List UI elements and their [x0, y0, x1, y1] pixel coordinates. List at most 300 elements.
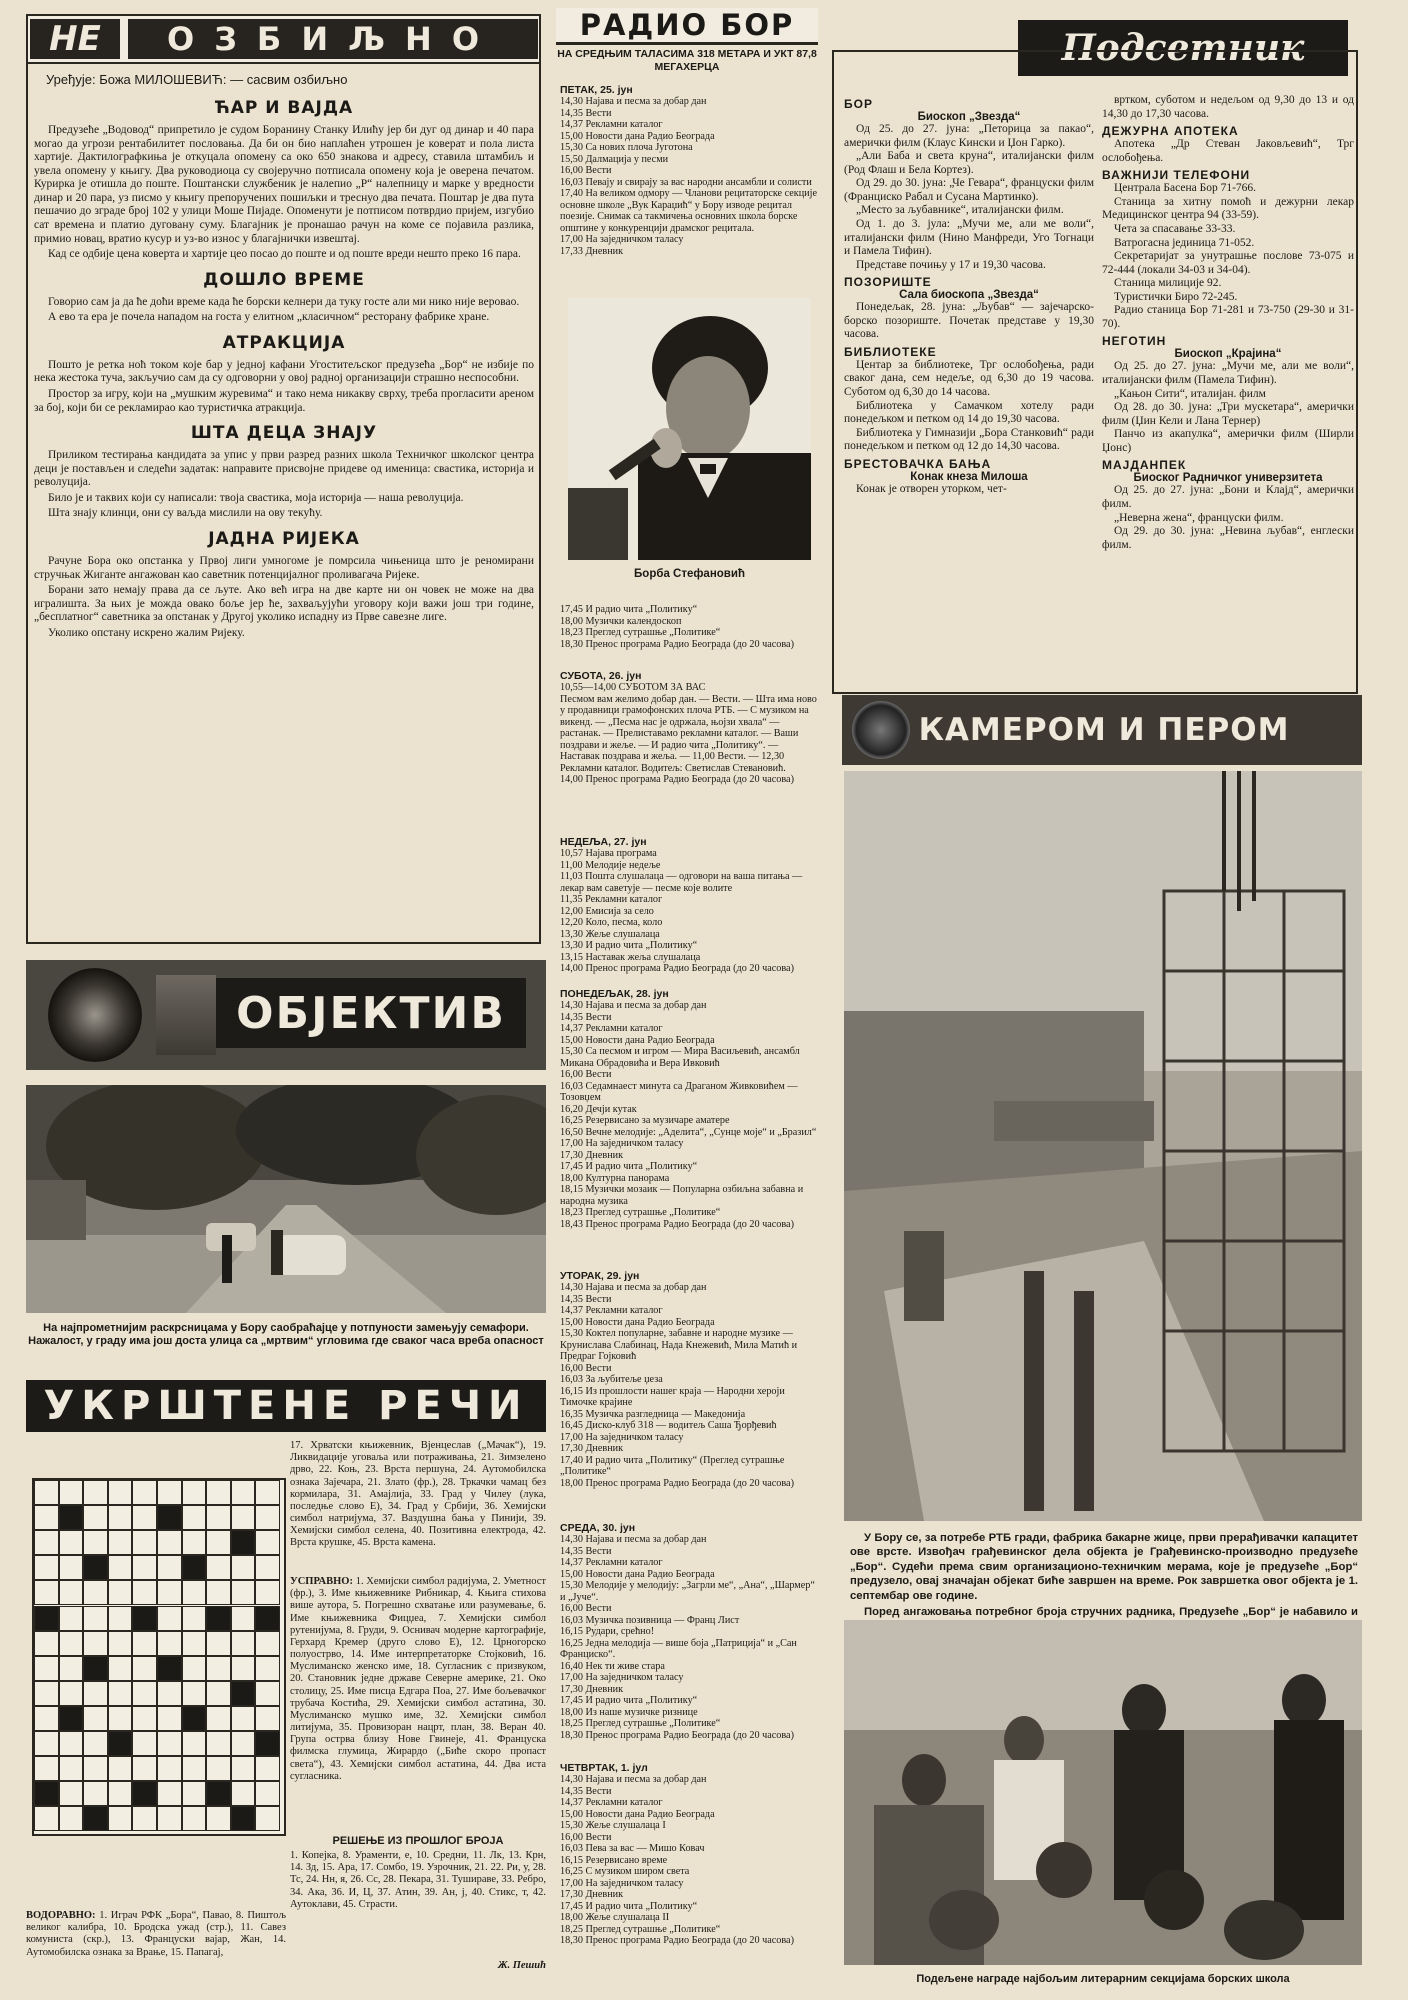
crossword-cell[interactable] [132, 1756, 157, 1781]
crossword-cell[interactable] [157, 1706, 182, 1731]
crossword-cell[interactable] [59, 1580, 84, 1605]
radio-program-line: 14,37 Рекламни каталог [560, 1305, 663, 1317]
crossword-cell[interactable] [83, 1781, 108, 1806]
crossword-cell[interactable] [255, 1706, 280, 1731]
radio-program-line: 14,37 Рекламни каталог [560, 119, 663, 131]
crossword-vertical-label: УСПРАВНО: [290, 1576, 353, 1587]
radio-day-heading: СРЕДА, 30. јун [560, 1522, 636, 1534]
radio-program-line: 14,35 Вести [560, 1011, 612, 1023]
radio-program-line: 11,35 Рекламни каталог [560, 894, 663, 906]
radio-program-line: 16,03 Седамнаест минута са Драганом Живковићем — Тозовџем [560, 1080, 798, 1104]
s1-p1: Предузеће „Водовод“ припретило је судом Боранину Станку Илићу јер би дуг од динар и 40 пара могао да угрози рентабилитет пословања. Да би он био наплаћен утрошен је коверат и пола листа хартије. Дактилографкиња је откуцала опомену са око 650 знакова и адресу, ставила штамбиљ и увела опомену у књигу. Два руководиоца су својеручно потписала опомену која је оверена печатом. Курирка је отишла до поште. Поштански службеник је налепио „Р“ налепницу и марке у вредности динар и 20 пара, уз писмо у књигу препоручених пошиљки и треснуо два печата. Поштар је два пута пешачио до зграде број 102 у улици Моше Пијаде. Опоменути је потписом потврдио пријем, изгубио сат времена и платио дуговану суму. Благајник је пронашао рачун на коме се појавила разлика, примио новац, вратио кусур и уз-во износ у благајнички извештај. [34, 124, 534, 245]
neozbiljno-bottom-border [26, 942, 541, 944]
kamerom-p2: Поред ангажовања потребног броја стручних радника, Предузеће „Бор“ је набавило и [864, 1606, 1358, 1619]
crossword-cell[interactable] [231, 1505, 256, 1530]
crossword-cell[interactable] [108, 1606, 133, 1631]
crossword-cell[interactable] [59, 1806, 84, 1831]
crossword-section [26, 1380, 546, 1980]
crossword-cell[interactable] [157, 1781, 182, 1806]
crossword-cell[interactable] [206, 1806, 231, 1831]
crossword-cell [231, 1530, 256, 1555]
radio-program-line: 18,00 Жеље слушалаца II [560, 1912, 670, 1924]
podsetnik-entry: Од 25. до 27. јуна: „Петорица за пакао“, амерички филм (Клаус Кински и Џон Гарко). [844, 123, 1094, 149]
crossword-cell[interactable] [108, 1706, 133, 1731]
crossword-cell [83, 1555, 108, 1580]
crossword-cell[interactable] [59, 1530, 84, 1555]
crossword-cell[interactable] [206, 1505, 231, 1530]
crossword-cell[interactable] [157, 1606, 182, 1631]
radio-program-line: 17,30 Дневник [560, 1149, 624, 1161]
camera-lens-icon [48, 968, 142, 1062]
podsetnik-entry: Од 29. до 30. јуна: „Че Гевара“, француски филм (Франциско Рабал и Сусана Мартинко). [844, 177, 1094, 203]
radio-program-line: 16,15 Рудари, срећно! [560, 1626, 655, 1638]
radio-program-line: 16,00 Вести [560, 1069, 612, 1081]
crossword-cell[interactable] [255, 1681, 280, 1706]
neozbiljno-right-border [539, 64, 541, 944]
neozbiljno-section [26, 14, 541, 944]
radio-program-line: 16,25 Резервисано за музичаре аматере [560, 1115, 730, 1127]
crossword-cell[interactable] [34, 1631, 59, 1656]
crossword-cell[interactable] [157, 1756, 182, 1781]
podsetnik-entry: Од 28. до 30. јуна: „Три мускетара“, амерички филм (Џин Кели и Лана Тернер) [1102, 401, 1354, 427]
crossword-cell[interactable] [108, 1806, 133, 1831]
radio-program-line: 17,00 На заједничком таласу [560, 1431, 684, 1443]
radio-program-line: 16,00 Вести [560, 1603, 612, 1615]
crossword-cell[interactable] [34, 1480, 59, 1505]
crossword-cell[interactable] [206, 1530, 231, 1555]
crossword-cell[interactable] [157, 1480, 182, 1505]
radio-program-line: 18,25 Преглед сутрашње „Политике“ [560, 1718, 721, 1730]
crossword-cell[interactable] [231, 1781, 256, 1806]
podsetnik-venue: Биоскоп „Звезда“ [917, 111, 1021, 123]
radio-program-line: 17,00 На заједничком таласу [560, 1138, 684, 1150]
radio-title: РАДИО БОР [556, 8, 818, 45]
crossword-cell[interactable] [83, 1756, 108, 1781]
crossword-cell[interactable] [255, 1656, 280, 1681]
crossword-cell[interactable] [182, 1681, 207, 1706]
podsetnik-entry: Од 25. до 27. јуна: „Мучи ме, али ме воли“, италијански филм (Памела Тифин). [1102, 360, 1354, 386]
crossword-cell[interactable] [132, 1480, 157, 1505]
podsetnik-entry: Конак је отворен уторком, чет- [856, 482, 1007, 495]
crossword-cell [231, 1681, 256, 1706]
crossword-cell[interactable] [157, 1555, 182, 1580]
radio-program-line: 13,15 Наставак жеља слушалаца [560, 951, 701, 963]
crossword-cell[interactable] [182, 1580, 207, 1605]
radio-program-line: 17,30 Дневник [560, 1683, 624, 1695]
radio-program-line: 17,33 Дневник [560, 245, 624, 257]
crossword-vertical-block [290, 1576, 546, 1783]
radio-program-line: 10,55—14,00 СУБОТОМ ЗА ВАС [560, 682, 706, 693]
radio-program-line: 15,00 Новости дана Радио Београда [560, 1808, 715, 1820]
crossword-cell [255, 1731, 280, 1756]
radio-program-line: 17,45 И радио чита „Политику“ [560, 604, 698, 615]
crossword-cell [132, 1781, 157, 1806]
crossword-cell[interactable] [108, 1505, 133, 1530]
crossword-cell[interactable] [132, 1731, 157, 1756]
neozbiljno-body [34, 94, 534, 942]
radio-program-line: 16,03 Певају и свирају за вас народни ансамбли и солисти [560, 176, 812, 188]
radio-sunday [560, 832, 818, 982]
radio-program-line: 12,00 Емисија за село [560, 905, 654, 917]
crossword-cell[interactable] [83, 1606, 108, 1631]
radio-day-heading: ПЕТАК, 25. јун [560, 84, 633, 96]
crossword-cell[interactable] [34, 1806, 59, 1831]
radio-program-line: 18,30 Пренос програма Радио Београда (до 20 часова) [560, 1729, 794, 1741]
crossword-cell[interactable] [231, 1731, 256, 1756]
podsetnik-section-heading: ПОЗОРИШТЕ [844, 275, 932, 290]
crossword-cell[interactable] [34, 1580, 59, 1605]
radio-program-line: 18,00 Музички календоскоп [560, 615, 682, 627]
kamerom-p1: У Бору се, за потребе РТБ гради, фабрика бакарне жице, први прерађивачки капацитет ове врсте. Извођач грађевинског дела објекта је Грађевинско-производно предузеће „Бор“. Судећи према свим организационо-техничким мерама, које је предузеће „Бор“ предузело, овај значајан објекат биће завршен на време. Рок завршетка овог објекта је 1. септембар ове године. [850, 1532, 1358, 1602]
radio-day-heading: УТОРАК, 29. јун [560, 1270, 640, 1282]
crossword-cell [157, 1656, 182, 1681]
crossword-cell[interactable] [255, 1756, 280, 1781]
radio-program-line: 14,35 Вести [560, 1293, 612, 1305]
crossword-cell[interactable] [206, 1706, 231, 1731]
radio-program-line: 18,25 Преглед сутрашње „Политике“ [560, 1923, 721, 1935]
radio-program-line: 17,40 На великом одмору — Чланови рецитаторске секције основне школе „Вук Караџић“ у Бору изводе рецитал поезије. Снимак са такмичења основних школа борске општине у конкуренцији драмског рецитала. [560, 188, 817, 234]
crossword-cell[interactable] [182, 1505, 207, 1530]
crossword-cell [59, 1505, 84, 1530]
podsetnik-entry: Централа Басена Бор 71-766. [1114, 182, 1257, 195]
crossword-cell [132, 1606, 157, 1631]
crossword-cell[interactable] [59, 1756, 84, 1781]
crossword-cell[interactable] [34, 1555, 59, 1580]
neozbiljno-title-left: НЕ [30, 19, 120, 59]
radio-program-line: 14,30 Најава и песма за добар дан [560, 1282, 707, 1293]
radio-program-line: 13,30 Жеље слушалаца [560, 928, 660, 940]
objektiv-section [26, 960, 546, 1370]
radio-program-line: 14,35 Вести [560, 1785, 612, 1797]
radio-singer-photo [568, 298, 811, 560]
radio-program-line: 16,50 Вечне мелодије: „Аделита“, „Сунце моје“ и „Бразил“ [560, 1126, 817, 1138]
s3-p2: Простор за игру, који на „мушким журевима“ и тако нема никакву сврху, треба прогласити ареном за бој, који би се рекламирао као туристичка атракција. [34, 388, 534, 414]
crossword-cell[interactable] [157, 1530, 182, 1555]
crossword-cell[interactable] [34, 1505, 59, 1530]
crossword-cell[interactable] [206, 1580, 231, 1605]
radio-program-line: 14,00 Пренос програма Радио Београда (до 20 часова) [560, 963, 794, 975]
radio-program-line: 16,25 С музиком широм света [560, 1866, 690, 1878]
radio-program-line: 15,00 Новости дана Радио Београда [560, 130, 715, 142]
radio-program-line: 16,00 Вести [560, 1831, 612, 1843]
crossword-solution: 1. Копејка, 8. Ураменти, е, 10. Средни, 11. Лк, 13. Крн, 14. Зд, 15. Ара, 17. Сомбо, 19. Узрочник, 21. 22. Ри, у, 28. Тс, 24. Нн, я, 26. Сс, 28. Пекара, 31. Тушираве, 33. Ребро, 34. Ака, 36. И, Ц, 37. Атин, 39. Ан, ј, 40. Стикс, т, 42. Аутоклави, 45. Страсти. [290, 1850, 546, 1910]
radio-program-line: 12,20 Коло, песма, коло [560, 917, 663, 929]
crossword-vertical-tail: 17. Хрватски књижевник, Вјенцеслав („Мачак“), 19. Ликвидације уговаља или потраживања, 21. Зимзелено дрво, 22. Коњ, 23. Врста першуна, 24. Аутомобилска ознака Зајечара, 21. Злато (фр.), 28. Тркачки чамац без кормилара, 31. Амајлија, 33. Град у Чилеу (лука, последње слово Е), 34. Град у Србији, 36. Хемијски симбол натријума, 37. Ваздушна бања у Пинији, 39. Хемијски симбол селена, 40. Позитивна електрода, 42. Врста крушке, 45. Врста камена. [290, 1440, 546, 1549]
s5-p1: Рачуне Бора око опстанка у Првој лиги умногоме је помрсила чињеница што је реномирани стручњак Жиганте ангажован као саветник потенцијалног проливагача Ријеке. [34, 555, 534, 581]
crossword-cell[interactable] [255, 1555, 280, 1580]
podsetnik-section [828, 14, 1362, 684]
radio-program-line: 16,03 За љубитеље џеза [560, 1374, 663, 1386]
radio-section [556, 8, 826, 1993]
crossword-vertical-clues: 1. Хемијски симбол радијума, 2. Уметност (фр.), 3. Име књижевнике Рибникар, 4. Књига стихова више аутора, 5. Погрешно схватање или разумевање, 6. Име књижевника Фицџеа, 7. Хемијски симбол рутенијума, 8. Груди, 9. Оснивач модерне картографије, Герхард Кремер (друго слово Е), 12. Црногорско полуострво, 14. Име интерпретаторке Стојковић, 16. Муслиманско женско име, 18. Сугласник с призвуком, 20. Становник једне државе Северне америке, 21. Око столицу, 25. Име писца Едгара Поа, 27. Име бољевачког трубача Костића, 29. Хемијски симбол астатина, 30. Муслиманско мушко име, 32. Хемијски симбол литијума, 35. Провизоран нацрт, план, 38. Веран 40. Група острва близу Нове Гвинеје, 41. Француска филмска глумица, Жирардо („Биће скоро пропаст света“), 43. Хемијски симбол астатина, 44. Два иста сугласника. [290, 1576, 547, 1782]
radio-program-line: 14,37 Рекламни каталог [560, 1797, 663, 1809]
crossword-cell[interactable] [108, 1681, 133, 1706]
crossword-cell[interactable] [34, 1706, 59, 1731]
s4-heading: ШТА ДЕЦА ЗНАЈУ [190, 423, 378, 444]
crossword-cell[interactable] [231, 1631, 256, 1656]
crossword-cell[interactable] [206, 1555, 231, 1580]
crossword-cell[interactable] [132, 1505, 157, 1530]
crossword-cell [83, 1806, 108, 1831]
crossword-cell[interactable] [206, 1756, 231, 1781]
crossword-cell[interactable] [157, 1681, 182, 1706]
radio-program-line: 16,15 Резервисано време [560, 1854, 668, 1866]
crossword-cell[interactable] [83, 1631, 108, 1656]
radio-program-line: 15,00 Новости дана Радио Београда [560, 1034, 715, 1046]
crossword-cell [182, 1555, 207, 1580]
crossword-cell[interactable] [231, 1706, 256, 1731]
crossword-cell[interactable] [157, 1806, 182, 1831]
crossword-cell[interactable] [59, 1631, 84, 1656]
crossword-cell[interactable] [157, 1580, 182, 1605]
radio-program-line: 17,30 Дневник [560, 1889, 624, 1901]
crossword-cell[interactable] [231, 1555, 256, 1580]
crossword-cell[interactable] [132, 1580, 157, 1605]
radio-program-line: 16,45 Диско-клуб 318 — водитељ Саша Ђорђевић [560, 1420, 777, 1432]
street-scene-image [26, 1085, 546, 1313]
objektiv-title: ОБЈЕКТИВ [216, 978, 526, 1048]
crossword-cell[interactable] [83, 1505, 108, 1530]
construction-photo [844, 771, 1362, 1521]
crossword-cell [206, 1781, 231, 1806]
kamerom-banner [842, 695, 1362, 765]
radio-program-line: 17,30 Дневник [560, 1443, 624, 1455]
podsetnik-section-heading: БОР [844, 97, 873, 111]
crossword-cell[interactable] [231, 1656, 256, 1681]
crossword-cell[interactable] [182, 1480, 207, 1505]
radio-friday [560, 80, 818, 305]
crossword-cell [231, 1806, 256, 1831]
crossword-cell[interactable] [108, 1781, 133, 1806]
podsetnik-entry: Туристички Биро 72-245. [1114, 290, 1238, 303]
crossword-cell[interactable] [34, 1756, 59, 1781]
crossword-cell[interactable] [182, 1806, 207, 1831]
radio-program-line: 14,37 Рекламни каталог [560, 1023, 663, 1035]
podsetnik-entry: Библиотека у Самачком хотелу ради понедељком и петком од 14 до 19,30 часова. [844, 399, 1094, 426]
kamerom-lens-icon [852, 701, 910, 759]
radio-program-line: 18,15 Музички мозаик — Популарна озбиљна забавна и народна музика [560, 1184, 804, 1207]
crossword-cell[interactable] [59, 1781, 84, 1806]
crossword-cell[interactable] [108, 1530, 133, 1555]
crossword-cell [255, 1606, 280, 1631]
crossword-cell[interactable] [255, 1631, 280, 1656]
crossword-author: Ж. Пешић [497, 1960, 546, 1971]
podsetnik-entry: Од 25. до 27. јуна: „Бони и Клајд“, амерички филм. [1102, 484, 1354, 510]
radio-monday [560, 984, 818, 1264]
radio-program-line: 15,30 Са песмом и игром — Мира Васиљевић, ансамбл Микана Обрадовића и Вера Ивковић [560, 1046, 800, 1069]
podsetnik-entry: Станица за хитну помоћ и дежурни лекар Медицинског центра 94 (33-59). [1102, 195, 1354, 222]
radio-subtitle: НА СРЕДЊИМ ТАЛАСИМА 318 МЕТАРА И УКТ 87,8 МЕГАХЕРЦА [557, 48, 817, 73]
radio-program-line: 10,57 Најава програма [560, 848, 657, 859]
radio-program-line: 16,20 Дечји кутак [560, 1103, 637, 1115]
crossword-cell[interactable] [108, 1631, 133, 1656]
crossword-cell [34, 1781, 59, 1806]
neozbiljno-left-border [26, 64, 28, 944]
podsetnik-entry: Представе почињу у 17 и 19,30 часова. [856, 258, 1046, 271]
camera-body-icon [156, 975, 216, 1055]
crossword-cell[interactable] [132, 1530, 157, 1555]
s2-p1: Говорио сам ја да ће доћи време када ће борски келнери да туку госте али ми нико није веровао. [48, 295, 520, 308]
s5-p2: Борани зато немају права да се љуте. Ако већ игра на две карте ни он човек не може на два игралишта. За њих је можда овако боље јер ће, захваљујући уговору који важи још три године, „бесплатног“ саветника за опстанак у Другој уколико испадну из Прве савезне лиге. [34, 584, 534, 624]
crossword-cell[interactable] [206, 1731, 231, 1756]
crossword-cell[interactable] [255, 1806, 280, 1831]
radio-program-line: 17,45 И радио чита „Политику“ [560, 1161, 698, 1173]
crossword-cell[interactable] [255, 1480, 280, 1505]
crossword-cell[interactable] [132, 1706, 157, 1731]
neozbiljno-title-bar [26, 14, 541, 64]
s5-p3: Уколико опстану искрено жалим Ријеку. [48, 626, 245, 639]
crossword-cell[interactable] [59, 1731, 84, 1756]
crossword-cell[interactable] [59, 1555, 84, 1580]
crossword-cell[interactable] [182, 1631, 207, 1656]
crossword-cell[interactable] [83, 1706, 108, 1731]
radio-program-line: 14,35 Вести [560, 107, 612, 119]
awards-ceremony-image [844, 1620, 1362, 1965]
crossword-cell[interactable] [157, 1731, 182, 1756]
crossword-horizontal-clues: 1. Играч РФК „Бора“, Павао, 8. Пиштољ великог калибра, 10. Бродска ужад (стр.), 11. Савез комуниста (скр.), 13. Француски вајар, Жан, 14. Аутомобилска ознака за Врање, 15. Папагај, [26, 1910, 287, 1958]
radio-wednesday [560, 1518, 818, 1756]
crossword-cell[interactable] [206, 1631, 231, 1656]
crossword-cell[interactable] [231, 1756, 256, 1781]
crossword-cell[interactable] [255, 1781, 280, 1806]
radio-program-line: 16,03 Музичка позивница — Франц Лист [560, 1614, 740, 1626]
crossword-cell[interactable] [59, 1681, 84, 1706]
podsetnik-entry: „Неверна жена“, француски филм. [1114, 511, 1284, 524]
radio-program-line: 11,03 Пошта слушалаца — одговори на ваша питања — лекар вам саветује — песме које волите [560, 871, 803, 894]
radio-program-line: 14,35 Вести [560, 1545, 612, 1557]
s2-p2: А ево та ера је почела нападом на госта у елитном „класичном“ ресторану фабрике хране. [48, 311, 490, 324]
crossword-cell[interactable] [34, 1656, 59, 1681]
radio-program-line: 11,00 Мелодије недеље [560, 859, 661, 871]
s1-p2: Кад се одбије цена коверта и хартије цео посао до поште и од поште вреди нешто преко 16 пара. [48, 248, 521, 261]
radio-program-line: Песмом вам желимо добар дан. — Вести. — Шта има ново у продавници грамофонских плоча РТБ. — С музиком на викенд. — „Песма нас је одржала, њојзи хвала“ — растанак. — Прелиставамо рекламни каталог. — Ваши поздрави и жеље. — И радио чита „Политику“. — Наставак поздрава и жеља. — 11,00 Вести. — 12,30 Рекламни каталог. Водитељ: Светислав Стевановић. [560, 693, 817, 774]
podsetnik-entry: Понедељак, 28. јуна: „Љубав“ — зајечарско-борско позориште. Почетак представе у 19,30 часова. [844, 301, 1094, 341]
radio-program-line: 17,40 И радио чита „Политику“ (Преглед сутрашње „Политике“ [560, 1454, 785, 1478]
radio-program-line: 14,30 Најава и песма за добар дан [560, 1774, 707, 1785]
crossword-cell[interactable] [83, 1731, 108, 1756]
crossword-cell[interactable] [132, 1555, 157, 1580]
radio-day-heading: НЕДЕЉА, 27. јун [560, 836, 647, 848]
podsetnik-section-heading: МАЈДАНПЕК [1102, 458, 1187, 473]
podsetnik-entry: Апотека „Др Стеван Јаковљевић“, Трг ослобођења. [1102, 138, 1354, 164]
crossword-cell[interactable] [132, 1656, 157, 1681]
radio-day-heading: СУБОТА, 26. јун [560, 670, 642, 682]
crossword-cell [206, 1606, 231, 1631]
crossword-cell[interactable] [108, 1580, 133, 1605]
crossword-cell[interactable] [206, 1480, 231, 1505]
radio-program-line: 17,00 На заједничком таласу [560, 1877, 684, 1889]
crossword-cell[interactable] [182, 1731, 207, 1756]
podsetnik-entry: „Кањон Сити“, италијан. филм [1114, 387, 1266, 400]
radio-program-line: 15,30 Жеље слушалаца I [560, 1820, 666, 1832]
crossword-cell[interactable] [255, 1505, 280, 1530]
crossword-cell[interactable] [108, 1656, 133, 1681]
crossword-cell[interactable] [255, 1530, 280, 1555]
neozbiljno-editor: Уређује: Божа МИЛОШЕВИЋ: — сасвим озбиљно [46, 72, 348, 87]
radio-program-line: 18,23 Преглед сутрашње „Политике“ [560, 627, 721, 639]
s5-heading: ЈАДНА РИЈЕКА [208, 529, 360, 549]
crossword-horizontal-label: ВОДОРАВНО: [26, 1910, 96, 1921]
radio-tuesday [560, 1266, 818, 1516]
radio-program-line: 17,45 И радио чита „Политику“ [560, 1695, 698, 1707]
radio-saturday [560, 666, 818, 830]
radio-program-line: 18,00 Културна панорама [560, 1172, 670, 1184]
crossword-cell [34, 1606, 59, 1631]
crossword-cell[interactable] [108, 1756, 133, 1781]
kamerom-title: КАМЕРОМ И ПЕРОМ [918, 712, 1290, 748]
crossword-cell[interactable] [34, 1530, 59, 1555]
crossword-cell[interactable] [255, 1580, 280, 1605]
crossword-cell[interactable] [231, 1606, 256, 1631]
radio-thursday [560, 1758, 818, 1990]
crossword-cell[interactable] [231, 1580, 256, 1605]
s1-heading: ЋАР И ВАЈДА [214, 98, 354, 118]
radio-program-line: 16,15 Из прошлости нашег краја — Народни хероји Тимочке крајине [560, 1385, 785, 1409]
crossword-cell[interactable] [34, 1731, 59, 1756]
radio-program-line: 15,00 Новости дана Радио Београда [560, 1568, 715, 1580]
kamerom-section [836, 695, 1366, 1995]
crossword-cell[interactable] [182, 1530, 207, 1555]
radio-program-line: 17,45 И радио чита „Политику“ [560, 1900, 698, 1912]
crossword-cell[interactable] [83, 1580, 108, 1605]
crossword-cell[interactable] [59, 1480, 84, 1505]
podsetnik-section-heading: ВАЖНИЈИ ТЕЛЕФОНИ [1102, 168, 1251, 183]
crossword-title: УКРШТЕНЕ РЕЧИ [26, 1380, 546, 1432]
podsetnik-venue: Конак кнеза Милоша [910, 470, 1028, 483]
crossword-cell[interactable] [182, 1781, 207, 1806]
crossword-cell[interactable] [108, 1555, 133, 1580]
crossword-cell [83, 1656, 108, 1681]
podsetnik-section-heading: НЕГОТИН [1102, 334, 1167, 349]
podsetnik-entry: Од 1. до 3. јула: „Мучи ме, али ме воли“, италијански филм (Нино Манфреди, Уго Тогнаци и Памела Тифин). [844, 217, 1094, 258]
podsetnik-entry: Библиотека у Гимназији „Бора Станковић“ ради понедељком и петком од 12 до 14,30 часова. [844, 426, 1094, 453]
s4-p3: Шта знају клинци, они су ваљда мислили на ову текућу. [48, 507, 323, 520]
radio-program-line: 14,30 Најава и песма за добар дан [560, 1534, 707, 1545]
crossword-cell[interactable] [182, 1756, 207, 1781]
podsetnik-venue: Биоскоп „Крајина“ [1174, 348, 1282, 361]
crossword-cell[interactable] [132, 1681, 157, 1706]
construction-site-image [844, 771, 1362, 1521]
crossword-cell[interactable] [83, 1681, 108, 1706]
podsetnik-title: Подсетник [1018, 20, 1348, 76]
podsetnik-entry: „Али Баба и света круна“, италијански филм (Род Флаш и Бела Кортез). [844, 150, 1094, 176]
crossword-cell[interactable] [182, 1656, 207, 1681]
podsetnik-entry: Секретаријат за унутрашње послове 73-075 и 72-444 (локали 34-03 и 34-04). [1102, 250, 1354, 276]
crossword-cell[interactable] [59, 1656, 84, 1681]
radio-program-line: 14,30 Најава и песма за добар дан [560, 96, 707, 107]
crossword-cell[interactable] [157, 1631, 182, 1656]
crossword-horizontal-block [26, 1910, 286, 1959]
radio-program-line: 14,30 Најава и песма за добар дан [560, 1000, 707, 1011]
crossword-cell[interactable] [132, 1631, 157, 1656]
crossword-cell[interactable] [231, 1480, 256, 1505]
crossword-cell[interactable] [206, 1681, 231, 1706]
crossword-cell[interactable] [34, 1681, 59, 1706]
podsetnik-entry: Ватрогасна јединица 71-052. [1114, 236, 1255, 249]
crossword-cell[interactable] [83, 1530, 108, 1555]
crossword-cell[interactable] [59, 1606, 84, 1631]
awards-photo [844, 1620, 1362, 1965]
crossword-cell[interactable] [182, 1606, 207, 1631]
podsetnik-entry: Центар за библиотеке, Трг ослобођења, ради сваког дана, сем недеље, од 6,30 до 19 часова. Суботом од 6,30 до 14 часова. [844, 358, 1094, 398]
crossword-cell[interactable] [108, 1480, 133, 1505]
singer-image [568, 298, 811, 560]
crossword-cell [182, 1706, 207, 1731]
crossword-cell[interactable] [132, 1806, 157, 1831]
podsetnik-left-column [844, 94, 1094, 690]
crossword-cell[interactable] [206, 1656, 231, 1681]
crossword-cell[interactable] [83, 1480, 108, 1505]
